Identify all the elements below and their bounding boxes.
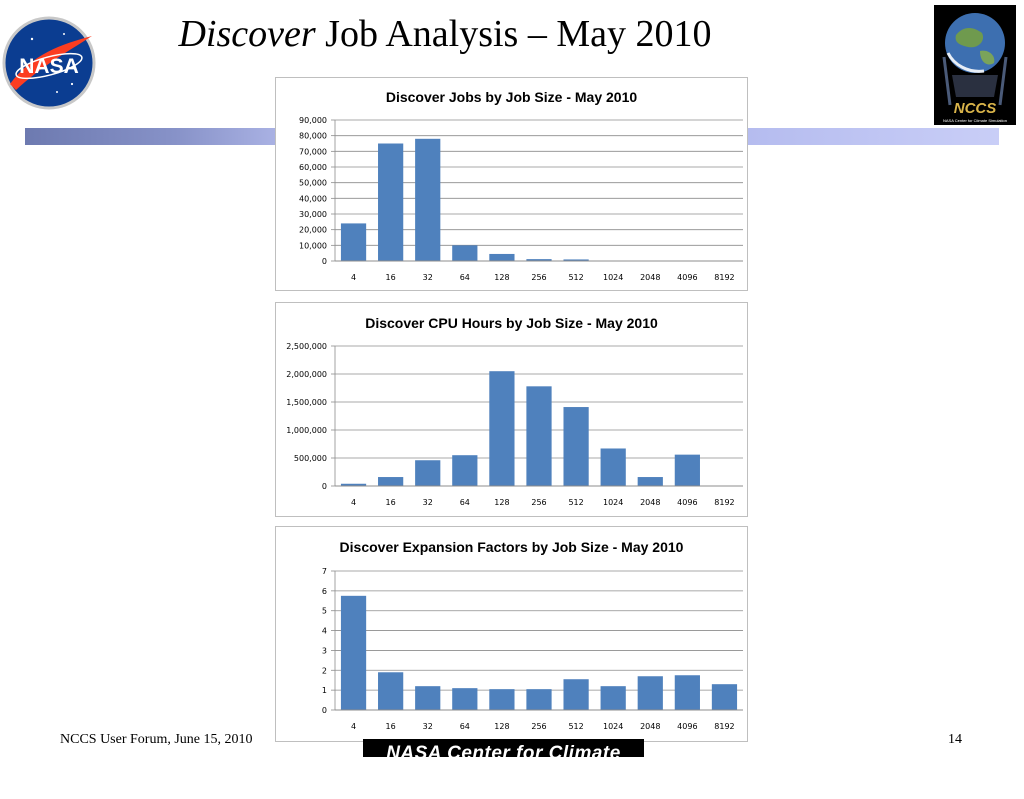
- footer-text: NCCS User Forum, June 15, 2010: [60, 732, 253, 747]
- x-tick-label: 256: [531, 498, 547, 507]
- x-tick-label: 4: [350, 273, 357, 282]
- header-bar-right: [748, 128, 999, 145]
- y-tick-label: 2,000,000: [286, 370, 327, 379]
- bar: [601, 448, 626, 486]
- bar: [526, 689, 551, 710]
- slide-title: [140, 12, 750, 56]
- x-tick-label: 128: [494, 722, 510, 731]
- x-tick-label: 64: [459, 722, 470, 731]
- bar: [601, 686, 626, 710]
- x-tick-label: 8192: [714, 498, 735, 507]
- bar: [341, 223, 366, 261]
- x-tick-label: 1024: [603, 273, 624, 282]
- x-tick-label: 8192: [714, 273, 735, 282]
- x-tick-label: 4096: [677, 722, 698, 731]
- y-tick-label: 50,000: [299, 178, 327, 188]
- y-tick-label: 0: [321, 257, 327, 266]
- bar: [489, 371, 514, 486]
- x-tick-label: 2048: [640, 722, 661, 731]
- bar: [415, 460, 440, 486]
- bar: [675, 675, 700, 710]
- bar: [378, 144, 403, 262]
- x-tick-label: 64: [459, 273, 470, 282]
- x-tick-label: 2048: [640, 498, 661, 507]
- y-tick-label: 60,000: [299, 163, 327, 172]
- x-tick-label: 8192: [714, 722, 735, 731]
- x-tick-label: 16: [385, 722, 396, 731]
- y-tick-label: 7: [321, 567, 327, 576]
- x-tick-label: 32: [422, 273, 433, 282]
- bar: [638, 477, 663, 486]
- nccs-logo: [934, 5, 1016, 125]
- bar: [489, 689, 514, 710]
- y-tick-label: 40,000: [299, 194, 327, 204]
- y-tick-label: 80,000: [299, 131, 327, 141]
- x-tick-label: 4096: [677, 498, 698, 507]
- bar: [415, 139, 440, 261]
- y-tick-label: 70,000: [299, 147, 327, 157]
- x-tick-label: 2048: [640, 273, 661, 282]
- x-tick-label: 4: [350, 498, 357, 507]
- x-tick-label: 16: [385, 273, 396, 282]
- chart-cpu-svg: [276, 303, 747, 516]
- x-tick-label: 4096: [677, 273, 698, 282]
- footer-banner: NASA Center for Climate Simulation: [363, 739, 644, 757]
- bar: [452, 245, 477, 261]
- y-tick-label: 5: [321, 606, 327, 616]
- x-tick-label: 256: [531, 722, 547, 731]
- x-tick-label: 4: [350, 722, 357, 731]
- bar: [415, 686, 440, 710]
- bar: [452, 688, 477, 710]
- x-tick-label: 64: [459, 498, 470, 507]
- chart-title: Discover Jobs by Job Size - May 2010: [385, 89, 638, 105]
- bar: [489, 254, 514, 261]
- y-tick-label: 90,000: [299, 116, 327, 125]
- nccs-logo-text: NCCS: [953, 100, 997, 117]
- bar: [675, 455, 700, 486]
- y-tick-label: 2,500,000: [286, 342, 327, 351]
- y-tick-label: 1,500,000: [286, 398, 327, 407]
- chart-expansion-svg: [276, 527, 747, 741]
- chart-jobs-svg: [276, 78, 747, 290]
- x-tick-label: 32: [422, 722, 433, 731]
- chart-title: Discover CPU Hours by Job Size - May 2010: [365, 315, 658, 331]
- y-tick-label: 2: [321, 666, 327, 676]
- y-tick-label: 6: [321, 586, 327, 596]
- x-tick-label: 1024: [603, 722, 624, 731]
- y-tick-label: 10,000: [299, 241, 327, 251]
- x-tick-label: 128: [494, 273, 510, 282]
- bar: [452, 455, 477, 486]
- bar: [341, 596, 366, 710]
- bar: [378, 477, 403, 486]
- chart-title: Discover Expansion Factors by Job Size - May 2010: [339, 539, 684, 555]
- header-bar-left: [25, 128, 275, 145]
- y-tick-label: 30,000: [299, 210, 327, 219]
- page-number: 14: [948, 732, 962, 747]
- chart-expansion-factors: [275, 526, 748, 742]
- y-tick-label: 4: [321, 626, 327, 636]
- y-tick-label: 20,000: [299, 225, 327, 235]
- y-tick-label: 0: [321, 482, 327, 491]
- x-tick-label: 512: [568, 498, 584, 507]
- y-tick-label: 500,000: [293, 454, 327, 463]
- bar: [638, 676, 663, 710]
- bar: [563, 679, 588, 710]
- bar: [563, 407, 588, 486]
- nasa-logo: [2, 14, 96, 112]
- y-tick-label: 1,000,000: [286, 426, 327, 435]
- bar: [378, 672, 403, 710]
- x-tick-label: 512: [568, 722, 584, 731]
- bar: [526, 386, 551, 486]
- chart-jobs-by-size: [275, 77, 748, 291]
- x-tick-label: 256: [531, 273, 547, 282]
- x-tick-label: 128: [494, 498, 510, 507]
- x-tick-label: 16: [385, 498, 396, 507]
- y-tick-label: 0: [321, 706, 327, 715]
- y-tick-label: 1: [321, 686, 327, 696]
- x-tick-label: 512: [568, 273, 584, 282]
- nccs-logo-subtext: NASA Center for Climate Simulation: [942, 118, 1008, 123]
- slide-title-italic: Discover: [178, 13, 316, 55]
- chart-cpu-hours-by-size: [275, 302, 748, 517]
- bar: [712, 684, 737, 710]
- y-tick-label: 3: [321, 646, 327, 656]
- nasa-logo-text: NASA: [19, 55, 79, 78]
- x-tick-label: 1024: [603, 498, 624, 507]
- slide-title-rest: Job Analysis – May 2010: [315, 13, 712, 55]
- x-tick-label: 32: [422, 498, 433, 507]
